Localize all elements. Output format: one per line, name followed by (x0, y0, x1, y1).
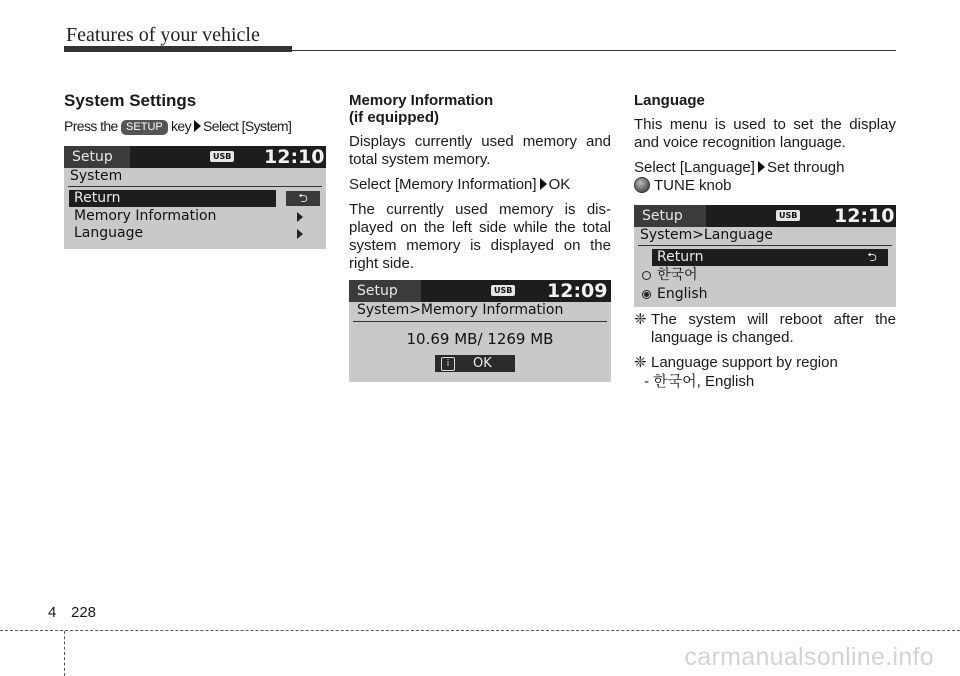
menu-row-return[interactable] (69, 190, 276, 207)
arrow-right-icon (758, 161, 765, 173)
ok-button-label: OK (473, 356, 492, 371)
press-setup-instruction (64, 117, 326, 135)
press-suffix: key (171, 118, 192, 134)
set-through-text: Set through (766, 159, 845, 176)
system-settings-column (64, 92, 326, 142)
chevron-right-icon (297, 212, 303, 222)
select-memory-text: Select [Memory Information] (349, 176, 537, 193)
tune-knob-text: TUNE knob (654, 177, 732, 194)
screen-clock: 12:10 (264, 146, 325, 168)
return-arrow-icon: ⮌ (867, 250, 877, 264)
language-instruction (634, 159, 896, 195)
note-symbol: ❈ (634, 354, 647, 371)
memory-information-label: Memory Information (74, 208, 217, 224)
language-screen (634, 205, 896, 307)
ok-button[interactable] (435, 355, 515, 372)
language-label: Language (74, 225, 144, 241)
return-label: Return (74, 190, 121, 206)
screen-clock: 12:09 (547, 280, 608, 302)
info-icon: i (441, 357, 455, 371)
english-label: English (657, 286, 708, 302)
setup-key-icon: SETUP (121, 120, 168, 135)
arrow-right-icon (194, 120, 201, 132)
language-heading: Language (634, 92, 705, 109)
radio-selected-icon (642, 290, 651, 299)
language-support-note (634, 354, 896, 372)
radio-unselected-icon (642, 271, 651, 280)
language-return-row[interactable] (652, 249, 888, 266)
screen-divider (353, 321, 607, 322)
system-menu-screen (64, 146, 326, 249)
select-system-text: Select [System] (203, 118, 292, 134)
language-support-text: Language support by region (651, 354, 838, 371)
language-option-korean[interactable] (639, 267, 891, 284)
system-settings-heading: System Settings (64, 91, 197, 110)
heading-line-1: Memory Information (349, 92, 494, 109)
language-option-english[interactable] (639, 286, 891, 303)
footer-divider (64, 631, 65, 676)
chapter-number: 4 (48, 604, 57, 621)
memory-information-column (349, 92, 611, 280)
watermark: carmanualsonline.info (684, 643, 934, 671)
page-number: 228 (71, 604, 97, 621)
memory-display-description: The currently used memory is dis-played on the left side while the total system memory is displayed on the right side. (349, 201, 611, 272)
screen-clock: 12:10 (834, 205, 895, 227)
ok-text: OK (548, 176, 571, 193)
heading-line-2: (if equipped) (349, 109, 439, 126)
header-rule (64, 50, 896, 51)
screen-subtitle: System (70, 168, 123, 184)
language-description: This menu is used to set the display and voice recognition language. (634, 116, 896, 151)
reboot-note (634, 311, 896, 347)
screen-tab-setup: Setup (64, 146, 130, 168)
screen-tab-setup: Setup (349, 280, 421, 302)
screen-tab-setup: Setup (634, 205, 706, 227)
language-column (634, 92, 896, 202)
select-language-text: Select [Language] (634, 159, 755, 176)
screen-divider (638, 245, 892, 246)
return-arrow-icon[interactable]: ⮌ (286, 191, 320, 206)
usb-badge: USB (776, 210, 800, 221)
memory-information-heading (349, 92, 611, 126)
screen-subtitle: System>Language (640, 227, 774, 243)
press-prefix: Press the (64, 118, 118, 134)
usb-badge: USB (491, 285, 515, 296)
menu-row-memory-information[interactable] (69, 208, 321, 225)
korean-label: 한국어 (657, 267, 698, 283)
menu-row-language[interactable] (69, 225, 321, 242)
chevron-right-icon (297, 229, 303, 239)
section-header: Features of your vehicle (66, 24, 260, 46)
memory-instruction (349, 176, 611, 194)
return-label: Return (657, 249, 704, 265)
screen-divider (68, 186, 322, 187)
header-accent-bar (64, 46, 292, 52)
footer-rule (0, 630, 960, 631)
language-notes (634, 311, 896, 398)
screen-subtitle: System>Memory Information (357, 302, 564, 318)
note-symbol: ❈ (634, 311, 647, 328)
memory-information-screen (349, 280, 611, 382)
usb-badge: USB (210, 151, 234, 162)
language-support-list: - 한국어, English (644, 373, 755, 390)
arrow-right-icon (540, 178, 547, 190)
memory-description: Displays currently used memory and total system memory. (349, 133, 611, 168)
memory-usage-value: 10.69 MB/ 1269 MB (406, 330, 554, 348)
reboot-note-text: The system will reboot after the language is changed. (651, 311, 896, 346)
tune-knob-icon (634, 177, 650, 193)
